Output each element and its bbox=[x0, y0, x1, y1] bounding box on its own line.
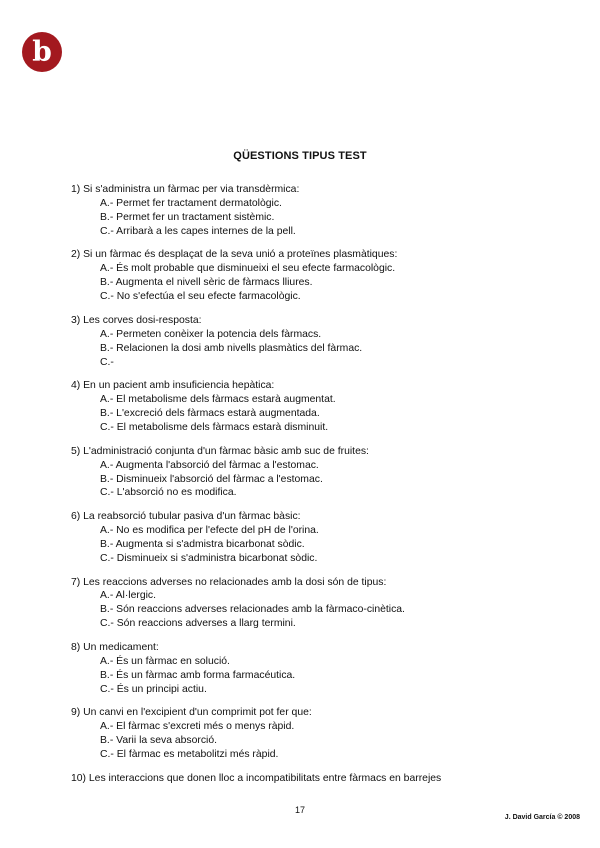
answer-option-a: A.- Permeten conèixer la potencia dels fàrmacs. bbox=[100, 328, 322, 340]
question-9 bbox=[71, 706, 541, 762]
answer-option-c: C.- Són reaccions adverses a llarg termini. bbox=[100, 618, 296, 630]
answer-option-b: B.- Relacionen la dosi amb nivells plasmàtics del fàrmac. bbox=[100, 342, 363, 354]
question-stem: 3) Les corves dosi-resposta: bbox=[71, 314, 202, 326]
question-10 bbox=[71, 772, 541, 786]
answer-option-b: B.- Augmenta si s'admistra bicarbonat sòdic. bbox=[100, 538, 305, 550]
page-number: 17 bbox=[294, 805, 305, 815]
question-stem: 5) L'administració conjunta d'un fàrmac bàsic amb suc de fruites: bbox=[71, 445, 369, 457]
answer-option-a: A.- Augmenta l'absorció del fàrmac a l'estomac. bbox=[100, 459, 319, 471]
answer-option-b: B.- L'excreció dels fàrmacs estarà augmentada. bbox=[100, 408, 320, 420]
answer-option-a: A.- El fàrmac s'excreti més o menys ràpid. bbox=[100, 721, 295, 733]
answer-option-b: B.- Augmenta el nivell sèric de fàrmacs lliures. bbox=[100, 277, 313, 289]
question-stem: 1) Si s'administra un fàrmac per via transdèrmica: bbox=[71, 184, 300, 195]
answer-option-a: A.- Permet fer tractament dermatològic. bbox=[100, 197, 282, 209]
question-list bbox=[71, 183, 541, 796]
answer-option-a: A.- No es modifica per l'efecte del pH de l'orina. bbox=[100, 525, 319, 537]
question-8 bbox=[71, 641, 541, 697]
answer-option-b: B.- Varii la seva absorció. bbox=[100, 735, 218, 747]
answer-option-c: C.- No s'efectúa el seu efecte farmacològic. bbox=[100, 291, 301, 303]
answer-option-a: A.- És un fàrmac en solució. bbox=[100, 655, 230, 667]
question-1 bbox=[71, 183, 541, 239]
answer-option-c: C.- El fàrmac es metabolitzi més ràpid. bbox=[100, 749, 279, 761]
page-title: QÜESTIONS TIPUS TEST bbox=[233, 150, 367, 162]
answer-option-b: B.- És un fàrmac amb forma farmacéutica. bbox=[100, 669, 296, 681]
answer-option-c: C.- El metabolisme dels fàrmacs estarà disminuit. bbox=[100, 421, 329, 433]
answer-option-c: C.- És un principi actiu. bbox=[100, 683, 207, 695]
answer-option-a: A.- Al·lergic. bbox=[100, 590, 157, 602]
question-stem: 10) Les interaccions que donen lloc a incompatibilitats entre fàrmacs en barrejes bbox=[71, 772, 442, 784]
answer-option-c: C.- L'absorció no es modifica. bbox=[100, 487, 237, 499]
author-credit: J. David García © 2008 bbox=[504, 814, 580, 821]
question-stem: 2) Si un fàrmac és desplaçat de la seva unió a proteïnes plasmàtiques: bbox=[71, 249, 398, 261]
question-7 bbox=[71, 576, 541, 632]
question-stem: 9) Un canvi en l'excipient d'un comprimit pot fer que: bbox=[71, 707, 312, 719]
answer-option-c: C.- Arribarà a les capes internes de la pell. bbox=[100, 225, 296, 237]
question-stem: 6) La reabsorció tubular pasiva d'un fàrmac bàsic: bbox=[71, 511, 301, 523]
answer-option-c: C.- Disminueix si s'administra bicarbonat sòdic. bbox=[100, 552, 318, 564]
answer-option-b: B.- Disminueix l'absorció del fàrmac a l'estomac. bbox=[100, 473, 323, 485]
question-stem: 7) Les reaccions adverses no relacionades amb la dosi són de tipus: bbox=[71, 576, 387, 588]
question-stem: 4) En un pacient amb insuficiencia hepàtica: bbox=[71, 380, 275, 392]
logo-letter: b bbox=[32, 35, 52, 68]
answer-option-c: C.- bbox=[100, 356, 114, 368]
answer-option-b: B.- Permet fer un tractament sistèmic. bbox=[100, 211, 275, 223]
question-4 bbox=[71, 379, 541, 435]
question-6 bbox=[71, 510, 541, 566]
answer-option-a: A.- És molt probable que disminueixi el seu efecte farmacològic. bbox=[100, 263, 396, 275]
answer-option-a: A.- El metabolisme dels fàrmacs estarà augmentat. bbox=[100, 394, 336, 406]
question-stem: 8) Un medicament: bbox=[71, 641, 159, 653]
question-2 bbox=[71, 248, 541, 304]
logo-icon bbox=[22, 32, 62, 72]
question-3 bbox=[71, 314, 541, 370]
answer-option-b: B.- Són reaccions adverses relacionades amb la fàrmaco-cinètica. bbox=[100, 604, 405, 616]
question-5 bbox=[71, 445, 541, 501]
